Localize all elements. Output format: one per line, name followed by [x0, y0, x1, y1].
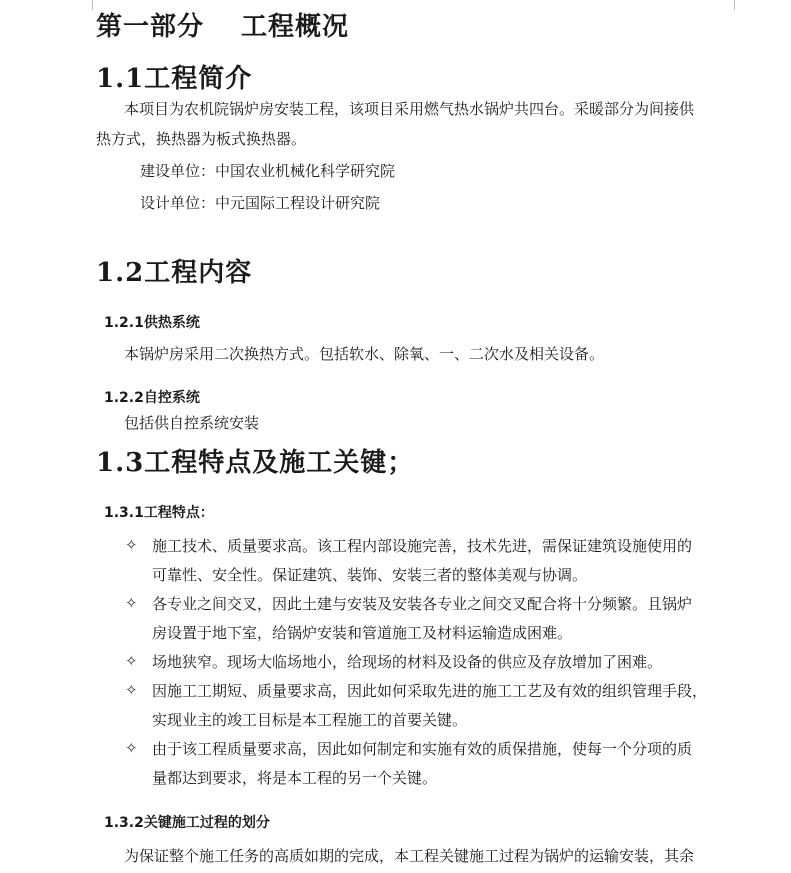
section-1-1-para-line2: 热方式，换热器为板式换热器。	[96, 130, 307, 148]
bullet-4-line1: 因施工工期短、质量要求高，因此如何采取先进的施工工艺及有效的组织管理手段，	[152, 682, 708, 700]
bullet-5-line1: 由于该工程质量要求高，因此如何制定和实施有效的质保措施，使每一个分项的质	[152, 740, 693, 758]
section-1-1-heading: 1.1工程简介	[96, 64, 253, 94]
subsection-1-3-2-heading: 1.3.2关键施工过程的划分	[104, 815, 270, 831]
subsection-1-2-2-heading: 1.2.2自控系统	[104, 390, 200, 406]
subsection-1-3-1-heading: 1.3.1工程特点：	[104, 505, 214, 521]
diamond-bullet-icon: ✧	[125, 681, 138, 699]
subsection-1-2-2-text: 包括供自控系统安装	[124, 414, 260, 432]
bullet-3-line1: 场地狭窄。现场大临场地小，给现场的材料及设备的供应及存放增加了困难。	[152, 653, 663, 671]
builder-line: 建设单位：中国农业机械化科学研究院	[140, 162, 396, 180]
bullet-2-line2: 房设置于地下室，给锅炉安装和管道施工及材料运输造成困难。	[152, 624, 573, 642]
bullet-4-line2: 实现业主的竣工目标是本工程施工的首要关键。	[152, 711, 468, 729]
diamond-bullet-icon: ✧	[125, 536, 138, 554]
designer-line: 设计单位：中元国际工程设计研究院	[140, 194, 381, 212]
subsection-1-3-2-text: 为保证整个施工任务的高质如期的完成，本工程关键施工过程为锅炉的运输安装，其余	[124, 847, 695, 865]
diamond-bullet-icon: ✧	[125, 594, 138, 612]
bullet-5-line2: 量都达到要求，将是本工程的另一个关键。	[152, 769, 438, 787]
section-1-3-heading: 1.3工程特点及施工关键；	[96, 448, 415, 478]
page-corner-mark-right	[734, 0, 749, 10]
part-title: 第一部分 工程概况	[96, 12, 350, 42]
bullet-1-line1: 施工技术、质量要求高。该工程内部设施完善，技术先进，需保证建筑设施使用的	[152, 537, 693, 555]
subsection-1-2-1-text: 本锅炉房采用二次换热方式。包括软水、除氧、一、二次水及相关设备。	[124, 345, 605, 363]
bullet-2-line1: 各专业之间交叉，因此土建与安装及安装各专业之间交叉配合将十分频繁。且锅炉	[152, 595, 693, 613]
diamond-bullet-icon: ✧	[125, 652, 138, 670]
bullet-1-line2: 可靠性、安全性。保证建筑、装饰、安装三者的整体美观与协调。	[152, 566, 588, 584]
section-1-2-heading: 1.2工程内容	[96, 258, 253, 288]
section-1-1-para-line1: 本项目为农机院锅炉房安装工程，该项目采用燃气热水锅炉共四台。采暖部分为间接供	[124, 100, 695, 118]
page-corner-mark-left	[78, 0, 93, 10]
diamond-bullet-icon: ✧	[125, 739, 138, 757]
subsection-1-2-1-heading: 1.2.1供热系统	[104, 315, 200, 331]
